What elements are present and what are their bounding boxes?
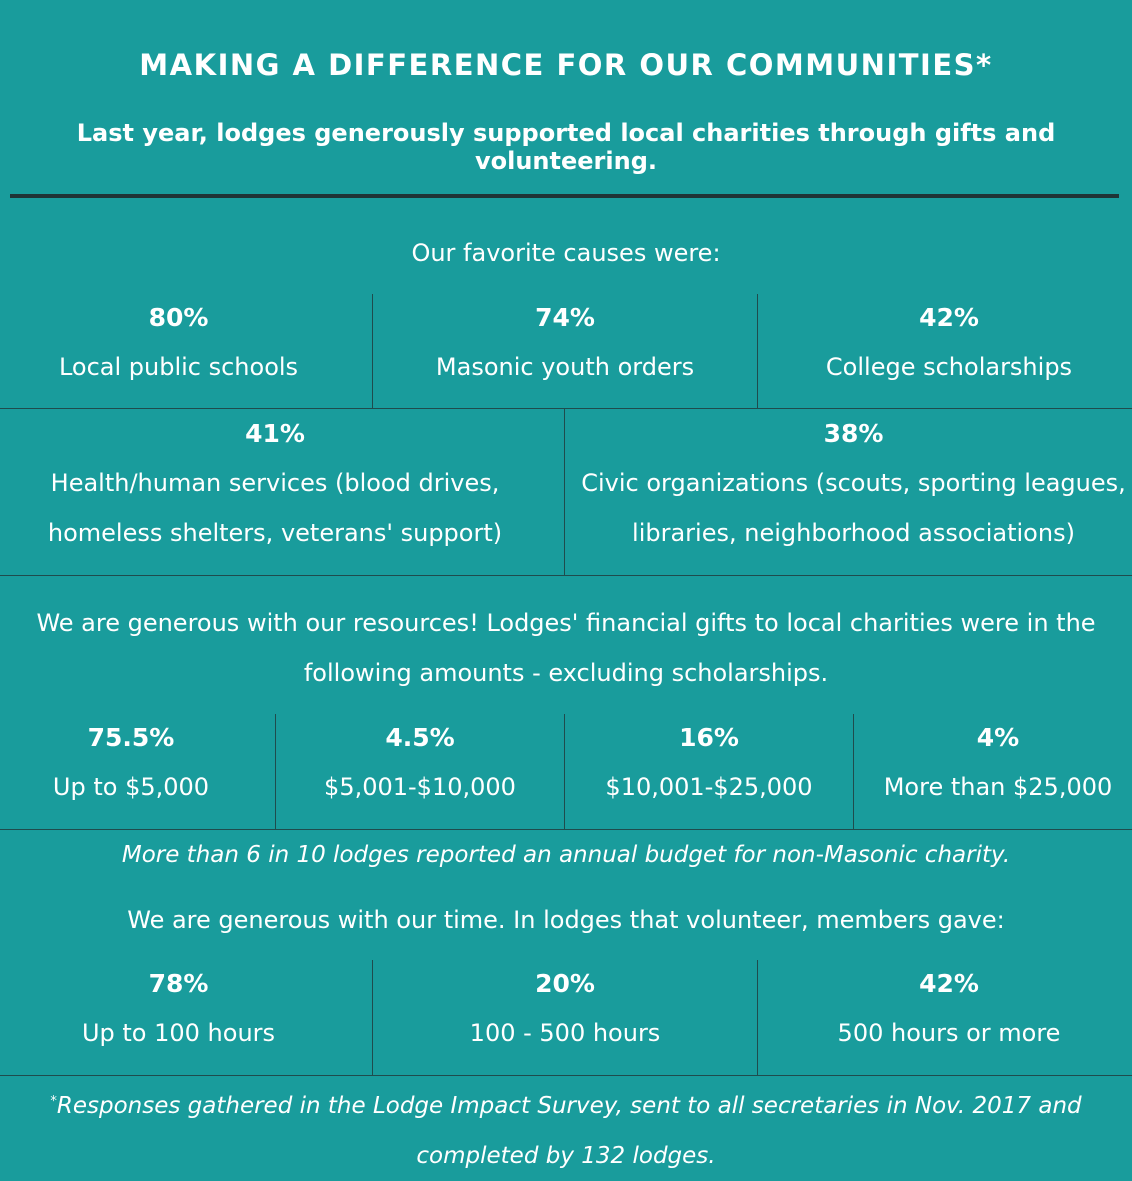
stat-label: Masonic youth orders (435, 353, 695, 381)
stat-percent: 80% (148, 303, 209, 332)
divider (0, 575, 1132, 576)
stat-cell (758, 294, 1132, 392)
stat-label: Health/human services (blood drives, (50, 469, 500, 497)
stat-cell (758, 960, 1132, 1058)
stat-label: Civic organizations (scouts, sporting leagues, (581, 469, 1126, 497)
stat-label: Up to 100 hours (81, 1019, 276, 1047)
stat-percent: 4.5% (385, 723, 455, 752)
stat-percent: 75.5% (87, 723, 175, 752)
stat-cell (565, 714, 853, 812)
stat-label: $10,001-$25,000 (605, 773, 813, 801)
stat-cell (854, 714, 1132, 812)
stat-label: College scholarships (825, 353, 1073, 381)
footnote-line: completed by 132 lodges. (416, 1143, 716, 1169)
stat-percent: 78% (148, 969, 209, 998)
stat-cell (565, 410, 1132, 558)
divider (0, 408, 1132, 409)
footnote-line (40, 1077, 1092, 1131)
stat-percent: 38% (823, 419, 884, 448)
footnote-marker: * (50, 1094, 57, 1109)
page-title: MAKING A DIFFERENCE FOR OUR COMMUNITIES* (139, 48, 993, 82)
stat-cell (373, 294, 757, 392)
stat-cell (0, 714, 262, 812)
stat-cell (276, 714, 564, 812)
stat-percent: 42% (919, 303, 979, 332)
stat-percent: 42% (919, 969, 979, 998)
stat-cell (0, 410, 550, 558)
financial-note: More than 6 in 10 lodges reported an annual budget for non-Masonic charity. (121, 842, 1011, 868)
financial-intro: We are generous with our resources! Lodges' financial gifts to local charities were in the (36, 609, 1096, 637)
stat-label: 100 - 500 hours (469, 1019, 661, 1047)
footnote (40, 1077, 1092, 1181)
stat-percent: 16% (679, 723, 739, 752)
stat-percent: 4% (976, 723, 1020, 752)
stat-label: Local public schools (58, 353, 299, 381)
footnote-text: Responses gathered in the Lodge Impact Survey, sent to all secretaries in Nov. 2017 and (56, 1093, 1082, 1119)
divider (10, 194, 1119, 198)
stat-label: Up to $5,000 (52, 773, 210, 801)
financial-intro: following amounts - excluding scholarships. (303, 659, 829, 687)
time-intro: We are generous with our time. In lodges that volunteer, members gave: (127, 906, 1005, 934)
stat-percent: 20% (535, 969, 595, 998)
stat-label: libraries, neighborhood associations) (632, 519, 1075, 547)
stat-cell (0, 960, 357, 1058)
stat-percent: 41% (245, 419, 305, 448)
stat-label: homeless shelters, veterans' support) (47, 519, 503, 547)
causes-intro: Our favorite causes were: (411, 239, 721, 267)
stat-cell (0, 294, 357, 392)
divider (0, 1075, 1132, 1076)
stat-label: 500 hours or more (837, 1019, 1061, 1047)
stat-label: More than $25,000 (883, 773, 1113, 801)
stat-cell (373, 960, 757, 1058)
page-subtitle: Last year, lodges generously supported local charities through gifts and volunteering. (76, 119, 1056, 175)
stat-label: $5,001-$10,000 (324, 773, 516, 801)
stat-percent: 74% (535, 303, 595, 332)
